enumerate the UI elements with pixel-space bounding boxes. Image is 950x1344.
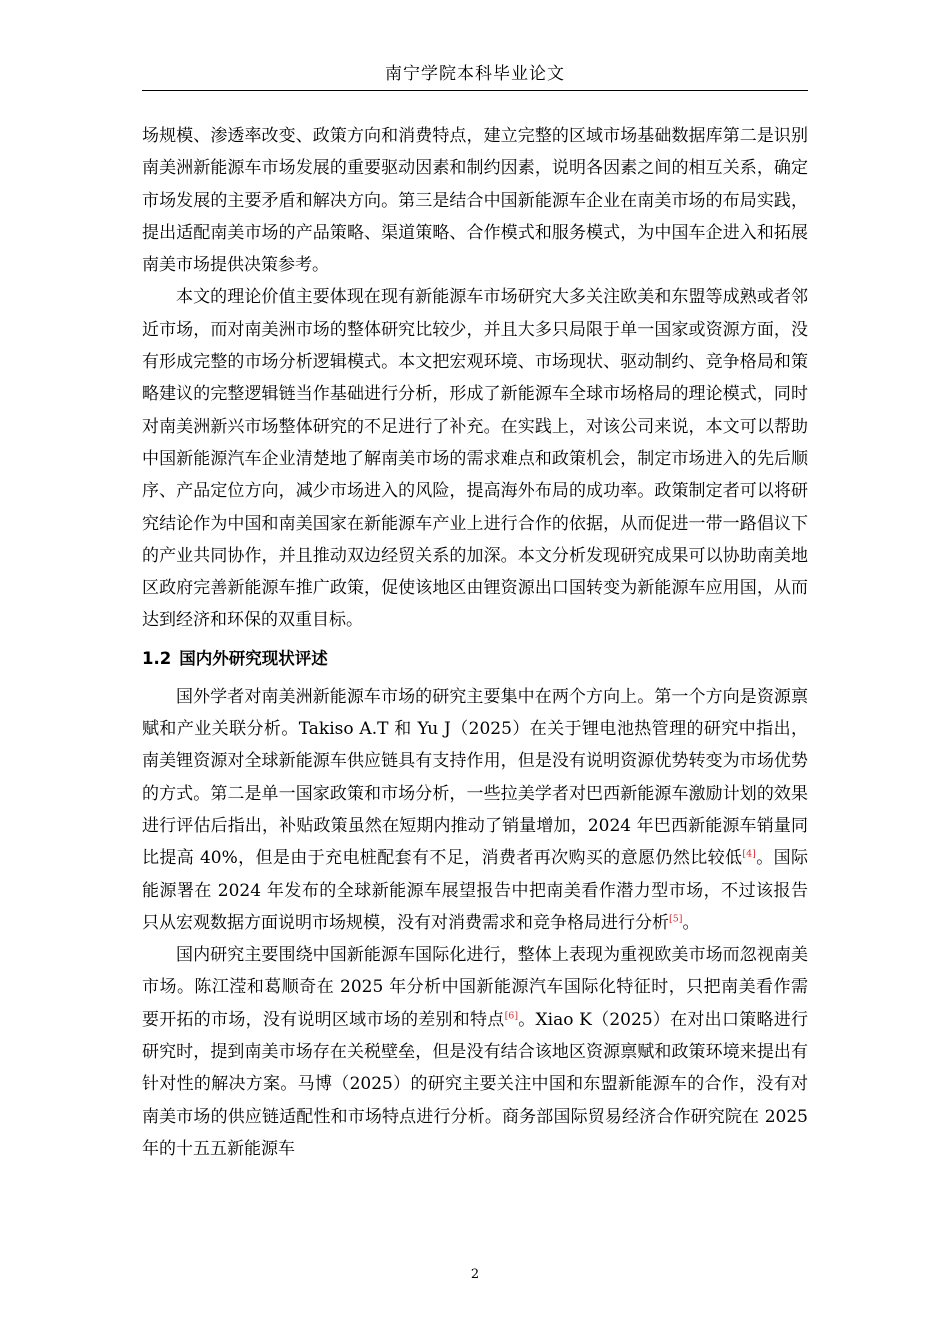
page-body	[142, 120, 808, 1165]
section-title: 国内外研究现状评述	[179, 648, 328, 668]
paragraph-text: 。Xiao K（2025）在对出口策略进行研究时，提到南美市场存在关税壁垒，但是没有结合该地区资源禀赋和政策环境来提出有针对性的解决方案。马博（2025）的研究主要关注中国和东盟新能源车的合作，没有对南美市场的供应链适配性和市场特点进行分析。商务部国际贸易经济合作研究院在 2025 年的十五五新能源车	[142, 1009, 809, 1159]
header-divider	[142, 90, 808, 91]
paragraph-foreign-research	[142, 681, 808, 939]
paragraph-text: 国外学者对南美洲新能源车市场的研究主要集中在两个方向上。第一个方向是资源禀赋和产业关联分析。Takiso A.T 和 Yu J（2025）在关于锂电池热管理的研究中指出，南美锂资源对全球新能源车供应链具有支持作用，但是没有说明资源优势转变为市场优势的方式。第二是单一国家政策和市场分析，一些拉美学者对巴西新能源车激励计划的效果进行评估后指出，补贴政策虽然在短期内推动了销量增加，2024 年巴西新能源车销量同比提高 40%，但是由于充电桩配套有不足，消费者再次购买的意愿仍然比较低	[142, 686, 808, 869]
paragraph-text: 国内研究主要围绕中国新能源车国际化进行，整体上表现为重视欧美市场而忽视南美市场。陈江滢和葛顺奇在 2025 年分析中国新能源汽车国际化特征时，只把南美看作需要开拓的市场，没有说明区域市场的差别和特点	[142, 945, 808, 1030]
section-number: 1.2	[142, 648, 172, 668]
citation-reference-6[interactable]: [6]	[504, 1010, 519, 1022]
section-heading	[142, 643, 808, 675]
citation-reference-4[interactable]: [4]	[742, 848, 756, 860]
page-header-title: 南宁学院本科毕业论文	[385, 64, 565, 84]
citation-reference-5[interactable]: [5]	[669, 913, 683, 925]
paragraph-research-value: 本文的理论价值主要体现在现有新能源车市场研究大多关注欧美和东盟等成熟或者邻近市场，而对南美洲市场的整体研究比较少，并且大多只局限于单一国家或资源方面，没有形成完整的市场分析逻辑模式。本文把宏观环境、市场现状、驱动制约、竞争格局和策略建议的完整逻辑链当作基础进行分析，形成了新能源车全球市场格局的理论模式，同时对南美洲新兴市场整体研究的不足进行了补充。在实践上，对该公司来说，本文可以帮助中国新能源汽车企业清楚地了解南美市场的需求难点和政策机会，制定市场进入的先后顺序、产品定位方向，减少市场进入的风险，提高海外布局的成功率。政策制定者可以将研究结论作为中国和南美国家在新能源车产业上进行合作的依据，从而促进一带一路倡议下的产业共同协作，并且推动双边经贸关系的加深。本文分析发现研究成果可以协助南美地区政府完善新能源车推广政策，促使该地区由锂资源出口国转变为新能源车应用国，从而达到经济和环保的双重目标。	[142, 287, 808, 631]
paragraph-domestic-research	[142, 939, 808, 1165]
paragraph-text: 。国际能源署在 2024 年发布的全球新能源车展望报告中把南美看作潜力型市场，不过该报告只从宏观数据方面说明市场规模，没有对消费需求和竞争格局进行分析	[142, 848, 809, 933]
page-number: 2	[470, 1267, 480, 1282]
paragraph-text: 。	[682, 912, 700, 933]
paragraph-research-goals: 场规模、渗透率改变、政策方向和消费特点，建立完整的区域市场基础数据库第二是识别南美洲新能源车市场发展的重要驱动因素和制约因素，说明各因素之间的相互关系，确定市场发展的主要矛盾和解决方向。第三是结合中国新能源车企业在南美市场的布局实践，提出适配南美市场的产品策略、渠道策略、合作模式和服务模式，为中国车企进入和拓展南美市场提供决策参考。	[142, 126, 808, 276]
